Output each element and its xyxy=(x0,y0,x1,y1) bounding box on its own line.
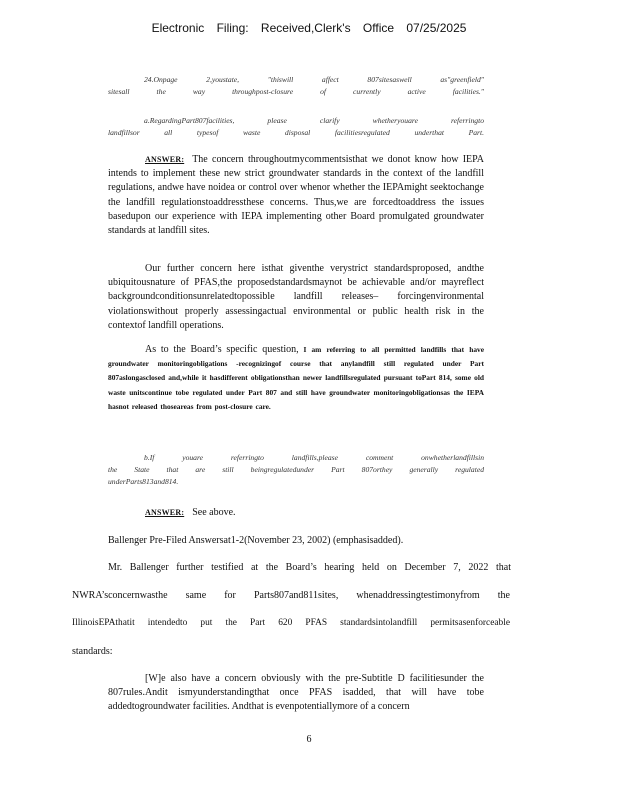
answer-label: ANSWER: xyxy=(145,508,185,517)
answer-1 xyxy=(108,153,484,238)
answer-1-text: The concern throughoutmycommentsisthat we donot know how IEPA intends to implement these new strict groundwater standards in the context of the landfill regulations, andwe have noidea or control over whenor whether the IEPAmight seektochange the landfill regulationstoaddressthese concerns. Thus,we are forcedtoaddress the issues basedupon our experience with IEPA implementing other Board promulgated groundwater standards at landfill sites. xyxy=(108,154,484,237)
specific-question-paragraph xyxy=(108,343,484,414)
question-24-line-1: 24.Onpage 2,youstate, "thiswill affect 807sitesaswell as"greenfield" xyxy=(144,75,484,84)
specific-question-response: I am referring to all permitted landfills that have groundwater monitoringobligations -recognizingof course that anylandfill still regulated under Part 807aslongasclosed and,while it hasdifferent obligationsthan newer landfillsregulated pursuant toPart 814, some old waste unitscontinue tobe regulated under Part 807 and still have groundwater monitoringobligationsas the IEPA hasnot released thoseareas from post-closure care. xyxy=(108,345,484,411)
question-24b xyxy=(108,452,484,488)
question-24b-line-3: underParts813and814. xyxy=(108,477,179,486)
answer-label: ANSWER: xyxy=(145,155,185,164)
question-24b-line-1: b.If youare referringto landfills,please comment onwhetherlandfillsin xyxy=(144,453,484,462)
question-24a-line-2: landfillsor all typesof waste disposal facilitiesregulated underthat Part. xyxy=(108,128,484,137)
testimony-line-4: standards: xyxy=(72,646,113,657)
answer-2-text: See above. xyxy=(192,507,236,518)
further-concern-paragraph: Our further concern here isthat giventhe verystrict standardsproposed, andthe ubiquitousnature of PFAS,the proposedstandardsmaynot be achievable and/or mayreflect backgroundconditionsunrelatedtopossible landfill releases– forcingenvironmental violationswithout properly assessingactual environmental or public health risk in the contextof landfill operations. xyxy=(108,263,484,331)
specific-question-lead: As to the Board’s specific question, xyxy=(145,344,299,355)
citation: Ballenger Pre-Filed Answersat1-2(November 23, 2002) (emphasisadded). xyxy=(108,535,404,546)
filing-header: Electronic Filing: Received,Clerk's Office 07/25/2025 xyxy=(151,21,467,35)
question-24-line-2: sitesall the way throughpost-closure of currently active facilities." xyxy=(108,87,484,96)
question-24a-line-1: a.RegardingPart807facilities, please clarify whetheryouare referringto xyxy=(144,116,484,125)
answer-2 xyxy=(108,506,484,520)
testimony-line-1: Mr. Ballenger further testified at the Board’s hearing held on December 7, 2022 that xyxy=(108,562,511,573)
testimony-line-2: NWRA’sconcernwasthe same for Parts807and811sites, whenaddressingtestimonyfrom the xyxy=(72,590,510,601)
question-24 xyxy=(108,74,484,98)
block-quote: [W]e also have a concern obviously with the pre-Subtitle D facilitiesunder the 807rules.Andit ismyunderstandingthat once PFAS isadded, that will have tobe addedtogroundwater facilities. Andthat is evenpotentiallymore of a concern xyxy=(108,673,484,713)
testimony-line-3: IllinoisEPAthatit intendedto put the Part 620 PFAS standardsintolandfill permitsasenforceable xyxy=(72,618,510,628)
question-24a xyxy=(108,115,484,139)
page-number: 6 xyxy=(306,734,312,745)
question-24b-line-2: the State that are still beingregulatedunder Part 807orthey generally regulated xyxy=(108,465,484,474)
